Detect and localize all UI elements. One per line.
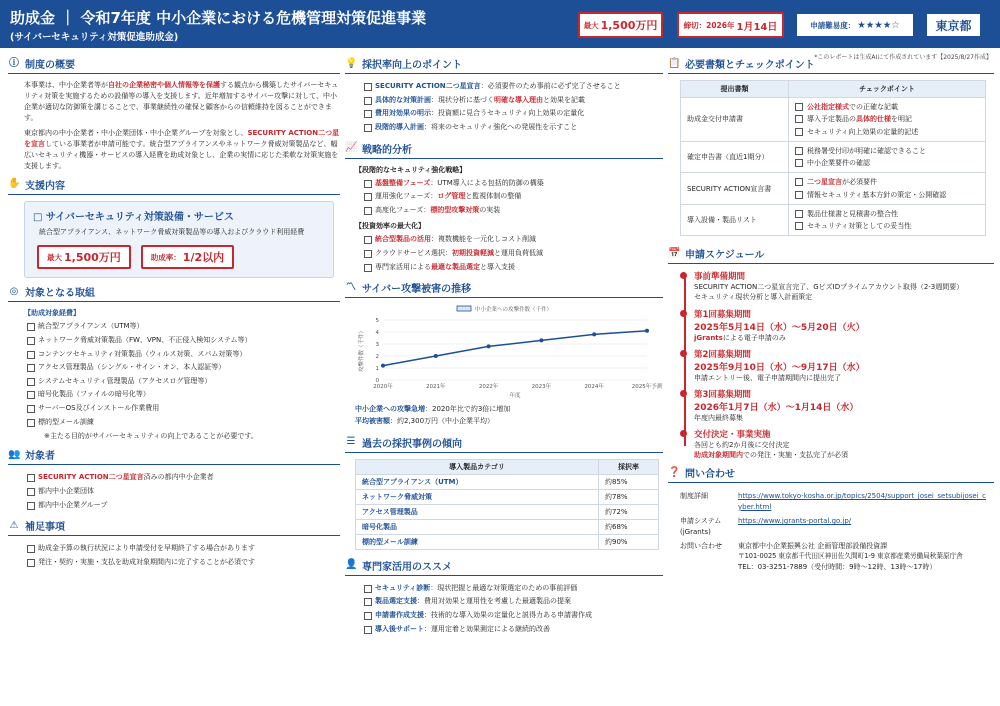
- x-tick-label: 2023年: [531, 384, 552, 391]
- contact-table: 制度詳細 https://www.tokyo-kosha.or.jp/topics/2504/support_josei_setsubijosei_cyber.html 申請システム (jGrants) https://www.jgrants-portal.go.jp/ お問い合わせ 東京都中小企業振興公社 企画管理部設備投資課 〒101-0025 東京都千代田区神田佐久間町1-9 東京都産業労働局秋葉原庁舎 TEL：03-3251-7889（受付時間：9時〜12時、13時〜17時）: [680, 492, 987, 571]
- users-icon: 👥: [8, 448, 21, 460]
- list-item: 段階的導入計画：将来のセキュリティ強化への発展性を示すこと: [345, 121, 663, 135]
- table-row: 確定申告書（直近1期分） 税務署受付印が明確に確認できること 中小企業要件の確認: [681, 141, 986, 173]
- list-item: 導入後サポート：運用定着と効果測定による継続的改善: [345, 623, 663, 637]
- y-tick-label: 3: [375, 342, 379, 349]
- overview-paragraph-2: 東京都内の中小企業者・中小企業団体・中小企業グループを対象とし、SECURITY ACTION二つ星を宣言している事業者が申請可能です。統合型アプライアンスやネットワーク脅威対策製品など、幅広いセキュリティ機器・サービスの導入経費を助成対象とし、企業の実情に応じた柔軟な対策実施を支援します。: [24, 129, 340, 170]
- list-item: 費用対効果の明示：投資額に見合うセキュリティ向上効果の定量化: [345, 107, 663, 121]
- data-point: [487, 345, 491, 349]
- y-tick-label: 4: [375, 330, 379, 337]
- support-box-title: □ サイバーセキュリティ対策設備・サービス: [33, 211, 234, 223]
- list-item: SECURITY ACTION二つ星宣言：必須要件のため事前に必ず完了させること: [345, 80, 663, 94]
- jgrants-link[interactable]: https://www.jgrants-portal.go.jp/: [738, 517, 852, 526]
- calendar-icon: 📅: [668, 247, 681, 259]
- check-item: 中小企業要件の確認: [795, 157, 979, 169]
- list-item: サーバーOS及びインストール作業費用: [8, 402, 340, 416]
- list-item: 申請書作成支援：技術的な導入効果の定量化と説得力ある申請書作成: [345, 609, 663, 623]
- list-item: 発注・契約・実施・支払を助成対象期間内に完了することが必須です: [8, 556, 340, 570]
- cases-heading: ☰ 過去の採択事例の傾向: [345, 435, 663, 453]
- table-row: 導入設備・製品リスト 製品仕様書と見積書の整合性 セキュリティ対策としての妥当性: [681, 204, 986, 236]
- list-item: 基盤整備フェーズ：UTM導入による包括的防御の構築: [345, 177, 663, 191]
- right-column: [668, 56, 994, 574]
- attack-chart: [355, 304, 663, 400]
- points-heading: 💡 採択率向上のポイント: [345, 56, 663, 74]
- list-item: 高度化フェーズ：標的型攻撃対策の実装: [345, 204, 663, 218]
- data-point: [645, 329, 649, 333]
- page-title: 助成金 ｜ 令和7年度 中小企業における危機管理対策促進事業: [10, 9, 427, 27]
- targets-heading: ◎ 対象となる取組: [8, 284, 340, 302]
- schedule-item: 第1回募集期間 2025年5月14日（水）〜5月20日（火） jGrantsによる電子申請のみ: [694, 308, 994, 343]
- clipboard-icon: 📋: [668, 57, 681, 69]
- difficulty-badge: 申請難易度： ★★★★☆: [795, 12, 915, 38]
- detail-link[interactable]: https://www.tokyo-kosha.or.jp/topics/2504/support_josei_setsubijosei_cyber.html: [738, 492, 987, 511]
- table-row: 暗号化製品 約68%: [356, 519, 659, 534]
- deadline-badge: 締切：2026年 1月14日: [677, 12, 784, 38]
- handshake-icon: ✋: [8, 178, 21, 190]
- list-item: 統合型製品の活用：複数機能を一元化しコスト削減: [345, 233, 663, 247]
- check-item: 二つ星宣言が必須要件: [795, 176, 979, 188]
- left-column: [8, 56, 340, 569]
- list-item: クラウドサービス選択：初期投資軽減と運用負荷低減: [345, 247, 663, 261]
- check-item: 導入予定製品の具体的仕様を明記: [795, 113, 979, 125]
- list-item: 標的型メール訓練: [8, 416, 340, 430]
- legend-label: 中小企業への攻撃件数（千件）: [475, 307, 553, 314]
- docs-table: [680, 80, 986, 236]
- x-tick-label: 2024年: [584, 384, 604, 391]
- question-icon: ❓: [668, 466, 681, 478]
- data-point: [592, 333, 596, 337]
- line-chart-icon: 〽: [346, 281, 356, 293]
- schedule-item: 第2回募集期間 2025年9月10日（水）〜9月17日（水） 申請エントリー後、電子申請期間内に提出完了: [694, 348, 994, 383]
- check-item: セキュリティ対策としての妥当性: [795, 220, 979, 232]
- docs-heading: 📋 必要書類とチェックポイント: [668, 56, 994, 74]
- check-item: 製品仕様書と見積書の整合性: [795, 208, 979, 220]
- schedule-heading: 📅 申請スケジュール: [668, 246, 994, 264]
- x-tick-label: 2020年: [373, 384, 393, 391]
- series-line: [383, 331, 647, 366]
- expert-icon: 👤: [345, 559, 358, 571]
- data-point: [434, 354, 438, 358]
- list-item: セキュリティ診断：現状把握と最適な対策選定のための事前評価: [345, 582, 663, 596]
- lightbulb-icon: 💡: [345, 57, 358, 69]
- experts-heading: 👤 専門家活用のススメ: [345, 558, 663, 576]
- list-item: 具体的な対策計画：現状分析に基づく明確な導入理由と効果を記載: [345, 94, 663, 108]
- list-item: 助成金予算の執行状況により申請受付を早期終了する場合があります: [8, 542, 340, 556]
- cases-table: [355, 459, 659, 550]
- data-point: [381, 364, 385, 368]
- table-row: SECURITY ACTION宣言書 二つ星宣言が必須要件 情報セキュリティ基本方針の策定・公開確認: [681, 173, 986, 205]
- list-item: 統合型アプライアンス（UTM等）: [8, 320, 340, 334]
- check-item: 情報セキュリティ基本方針の策定・公開確認: [795, 189, 979, 201]
- list-item: コンテンツセキュリティ対策製品（ウィルス対策、スパム対策等）: [8, 348, 340, 362]
- list-item: 都内中小企業グループ: [8, 499, 340, 513]
- check-item: 税務署受付印が明確に確認できること: [795, 145, 979, 157]
- support-heading: ✋ 支援内容: [8, 177, 340, 195]
- list-item: システムセキュリティ管理製品（アクセスログ管理等）: [8, 375, 340, 389]
- table-row: 標的型メール訓練 約90%: [356, 534, 659, 549]
- x-tick-label: 2022年: [478, 384, 499, 391]
- chart-stats: [345, 404, 663, 426]
- target-icon: ◎: [9, 285, 19, 297]
- schedule-item: 事前準備期間 SECURITY ACTION二つ星宣言完了、GビズIDプライムアカウント取得（2-3週間要） セキュリティ現状分析と導入計画策定: [694, 270, 994, 302]
- eligible-heading: 👥 対象者: [8, 447, 340, 465]
- x-axis-label: 年度: [509, 393, 521, 400]
- stat-attacks: 中小企業への攻撃急増：2020年比で約3倍に増加: [355, 405, 511, 414]
- list-item: 製品選定支援：費用対効果と運用性を考慮した最適製品の提案: [345, 595, 663, 609]
- check-item: 公社指定様式での正確な記載: [795, 101, 979, 113]
- warning-icon: ⚠: [9, 519, 19, 531]
- ai-note: *このレポートは生成AIにて作成されています【2025/8/27作成】: [814, 54, 992, 61]
- list-item: 専門家活用による最適な製品選定と導入支援: [345, 261, 663, 275]
- middle-column: [345, 56, 663, 636]
- region-badge: 東京都: [925, 12, 982, 38]
- y-tick-label: 5: [375, 318, 379, 325]
- list-item: SECURITY ACTION二つ星宣言済みの都内中小企業者: [8, 471, 340, 485]
- info-icon: ⓘ: [9, 57, 19, 69]
- support-box: [24, 201, 334, 279]
- list-item: 運用強化フェーズ：ログ管理と監視体制の整備: [345, 190, 663, 204]
- y-tick-label: 2: [375, 354, 379, 361]
- x-tick-label: 2025年予測: [631, 384, 663, 391]
- overview-paragraph-1: 本事業は、中小企業者等が自社の企業秘密や個人情報等を保護する観点から構築したサイバーセキュリティ対策を実施するための設備等の導入を支援します。近年増加するサイバー攻撃に対して、中小企業が適切な防御策を講じることで、事業継続性の確保と顧客からの信頼維持を図ることができます。: [24, 81, 339, 122]
- data-point: [539, 339, 543, 343]
- table-header-row: 導入製品カテゴリ 採択率: [356, 459, 659, 474]
- strategy-group-2: 【投資効率の最大化】: [355, 222, 425, 231]
- targets-label: 【助成対象経費】: [24, 309, 80, 318]
- contact-heading: ❓ 問い合わせ: [668, 465, 994, 483]
- x-tick-label: 2021年: [426, 384, 446, 391]
- table-row: 統合型アプライアンス（UTM） 約85%: [356, 474, 659, 489]
- support-max-amount: 最大 1,500万円: [37, 245, 131, 269]
- schedule-item: 交付決定・事業実施 各回とも約2か月後に交付決定 助成対象期間内での発注・実施・支払完了が必須: [694, 428, 994, 460]
- chart-heading: 〽 サイバー攻撃被害の推移: [345, 280, 663, 298]
- notes-heading: ⚠ 補足事項: [8, 518, 340, 536]
- strategy-heading: 📈 戦略的分析: [345, 141, 663, 159]
- schedule-item: 第3回募集期間 2026年1月7日（水）〜1月14日（水） 年度内最終募集: [694, 388, 994, 423]
- list-item: 暗号化製品（ファイルの暗号化等）: [8, 388, 340, 402]
- page-subtitle: (サイバーセキュリティ対策促進助成金): [10, 32, 179, 43]
- targets-note: ※主たる目的がサイバーセキュリティの向上であることが必要です。: [44, 432, 258, 441]
- support-box-desc: 統合型アプライアンス、ネットワーク脅威対策製品等の導入およびクラウド利用経費: [39, 227, 305, 236]
- chart-icon: 📈: [345, 142, 358, 154]
- overview-heading: ⓘ 制度の概要: [8, 56, 340, 74]
- table-row: ネットワーク脅威対策 約78%: [356, 489, 659, 504]
- table-row: 助成金交付申請書 公社指定様式での正確な記載 導入予定製品の具体的仕様を明記 セキュリティ向上効果の定量的記述: [681, 98, 986, 142]
- support-rate: 助成率： 1/2以内: [141, 245, 234, 269]
- check-item: セキュリティ向上効果の定量的記述: [795, 126, 979, 138]
- list-item: ネットワーク脅威対策製品（FW、VPN、不正侵入検知システム等）: [8, 334, 340, 348]
- max-amount-badge: 最大 1,500万円: [578, 12, 663, 38]
- schedule-timeline: [668, 270, 994, 460]
- list-item: アクセス管理製品（シングル・サイン・オン、本人認証等）: [8, 361, 340, 375]
- list-item: 都内中小企業団体: [8, 485, 340, 499]
- stat-damage: 平均被害額：約2,300万円（中小企業平均）: [355, 416, 495, 425]
- legend-swatch: [457, 306, 471, 311]
- y-tick-label: 1: [375, 366, 379, 373]
- table-header-row: 提出書類 チェックポイント: [681, 81, 986, 98]
- list-icon: ☰: [346, 436, 356, 448]
- chart-svg: [355, 304, 663, 400]
- strategy-group-1: 【段階的なセキュリティ強化戦略】: [355, 165, 467, 174]
- y-axis-label: 攻撃件数（千件）: [359, 328, 365, 373]
- table-row: アクセス管理製品 約72%: [356, 504, 659, 519]
- targets-list: [8, 320, 340, 429]
- y-tick-label: 0: [375, 378, 379, 385]
